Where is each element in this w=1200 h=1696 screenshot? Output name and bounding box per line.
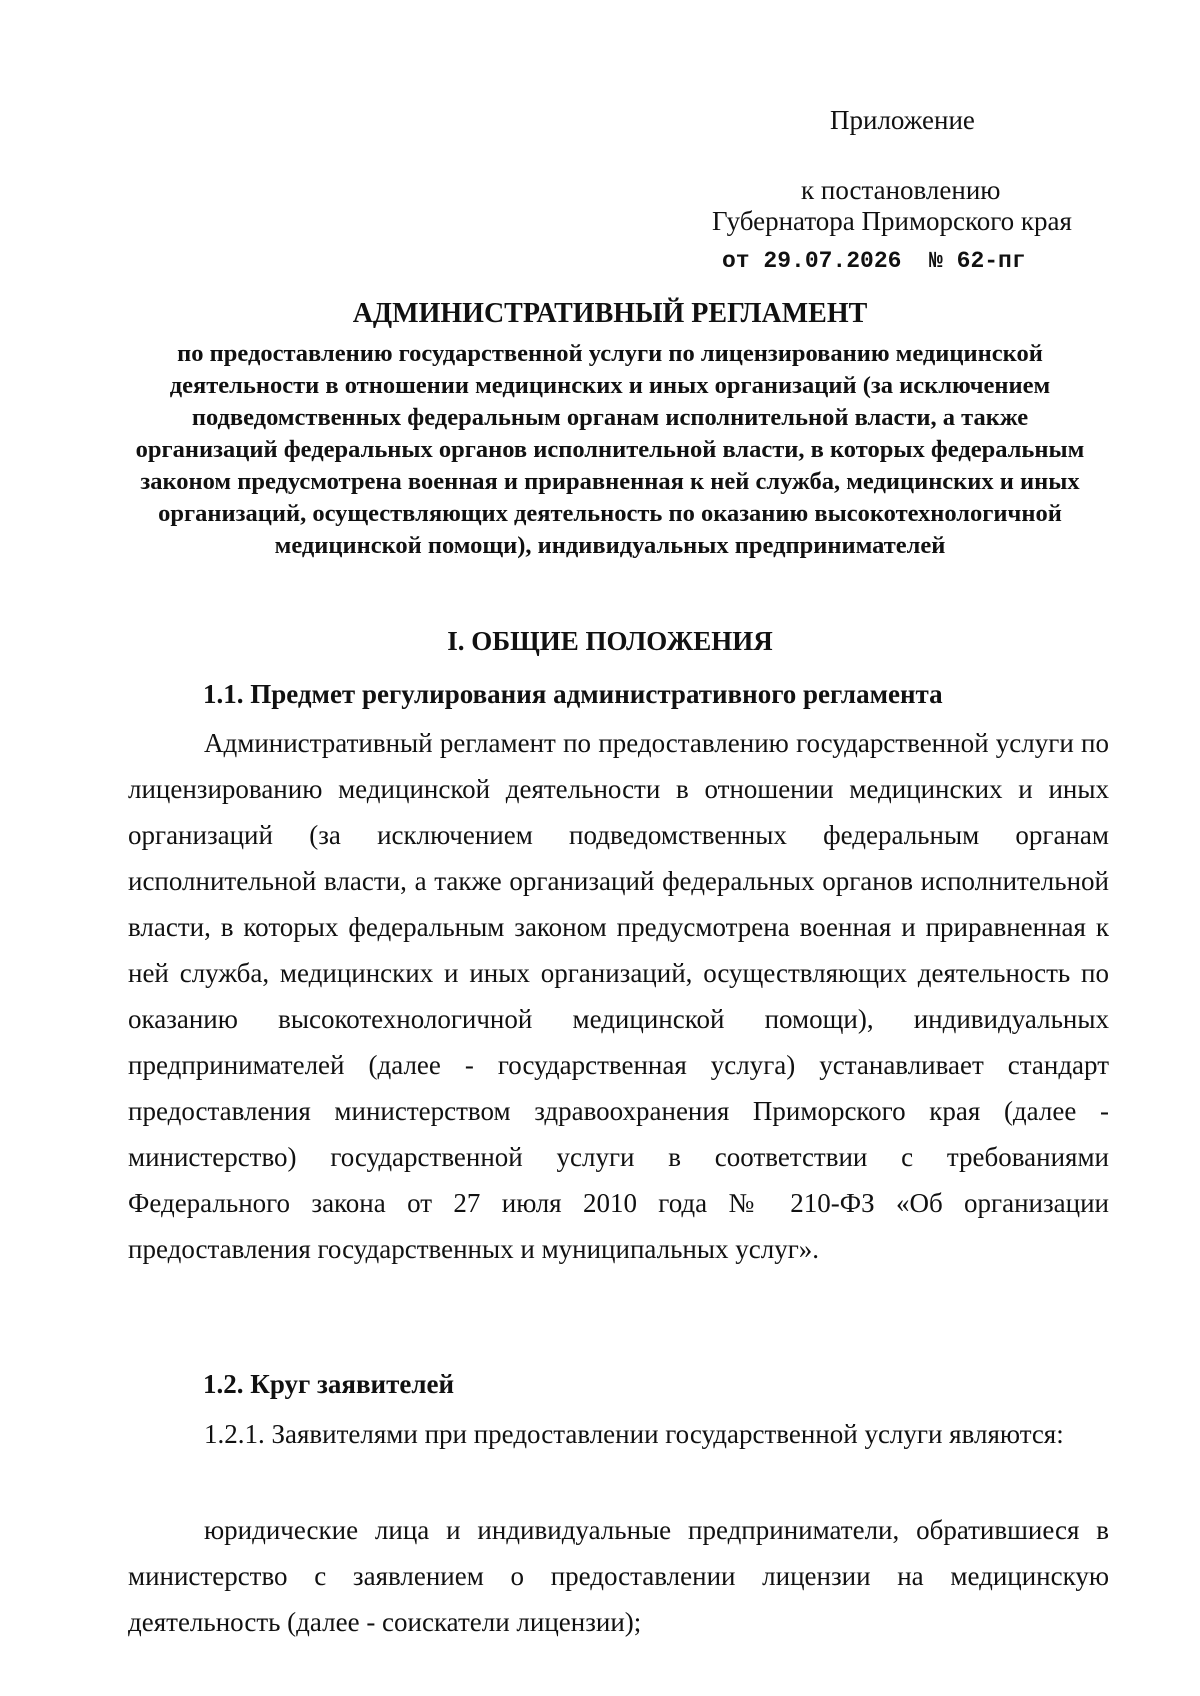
document-subtitle: по предоставлению государственной услуги по лицензированию медицинской деятельности в отношении медицинских и иных организаций (за исключением подведомственных федеральным органам исполнительной власти, а также организаций федеральных органов исполнительной власти, в которых федеральным законом предусмотрена военная и приравненная к ней служба, медицинских и иных организаций, осуществляющих деятельность по оказанию высокотехнологичной медицинской помощи), индивидуальных предпринимателей: [135, 340, 1085, 559]
document-title-block: [120, 296, 1100, 562]
document-title: АДМИНИСТРАТИВНЫЙ РЕГЛАМЕНТ: [352, 298, 868, 329]
paragraph-1-2-1: 1.2.1. Заявителями при предоставлении государственной услуги являются:: [204, 1419, 1064, 1449]
appendix-label: Приложение: [830, 105, 975, 135]
paragraph-1-2-1-item: юридические лица и индивидуальные предприниматели, обратившиеся в министерство с заявлением о предоставлении лицензии на медицинскую деятельность (далее - соискатели лицензии);: [128, 1515, 1109, 1637]
date-number-stamp: от 29.07.2026 № 62-пг: [722, 248, 1026, 274]
subsection-heading-1-1: 1.1. Предмет регулирования административного регламента: [203, 679, 943, 709]
subsection-heading-1-2: 1.2. Круг заявителей: [203, 1369, 455, 1399]
section-heading-general: I. ОБЩИЕ ПОЛОЖЕНИЯ: [447, 626, 773, 656]
to-resolution-label: к постановлению: [801, 175, 1001, 205]
paragraph-1-1: Административный регламент по предоставлению государственной услуги по лицензированию медицинской деятельности в отношении медицинских и иных организаций (за исключением подведомственных федеральным органам исполнительной власти, а также организаций федеральных органов исполнительной власти, в которых федеральным законом предусмотрена военная и приравненная к ней служба, медицинских и иных организаций, осуществляющих деятельность по оказанию высокотехнологичной медицинской помощи), индивидуальных предпринимателей (далее - государственная услуга) устанавливает стандарт предоставления министерством здравоохранения Приморского края (далее - министерство) государственной услуги в соответствии с требованиями Федерального закона от 27 июля 2010 года № 210-ФЗ «Об организации предоставления государственных и муниципальных услуг».: [128, 728, 1109, 1264]
governor-label: Губернатора Приморского края: [712, 206, 1072, 236]
